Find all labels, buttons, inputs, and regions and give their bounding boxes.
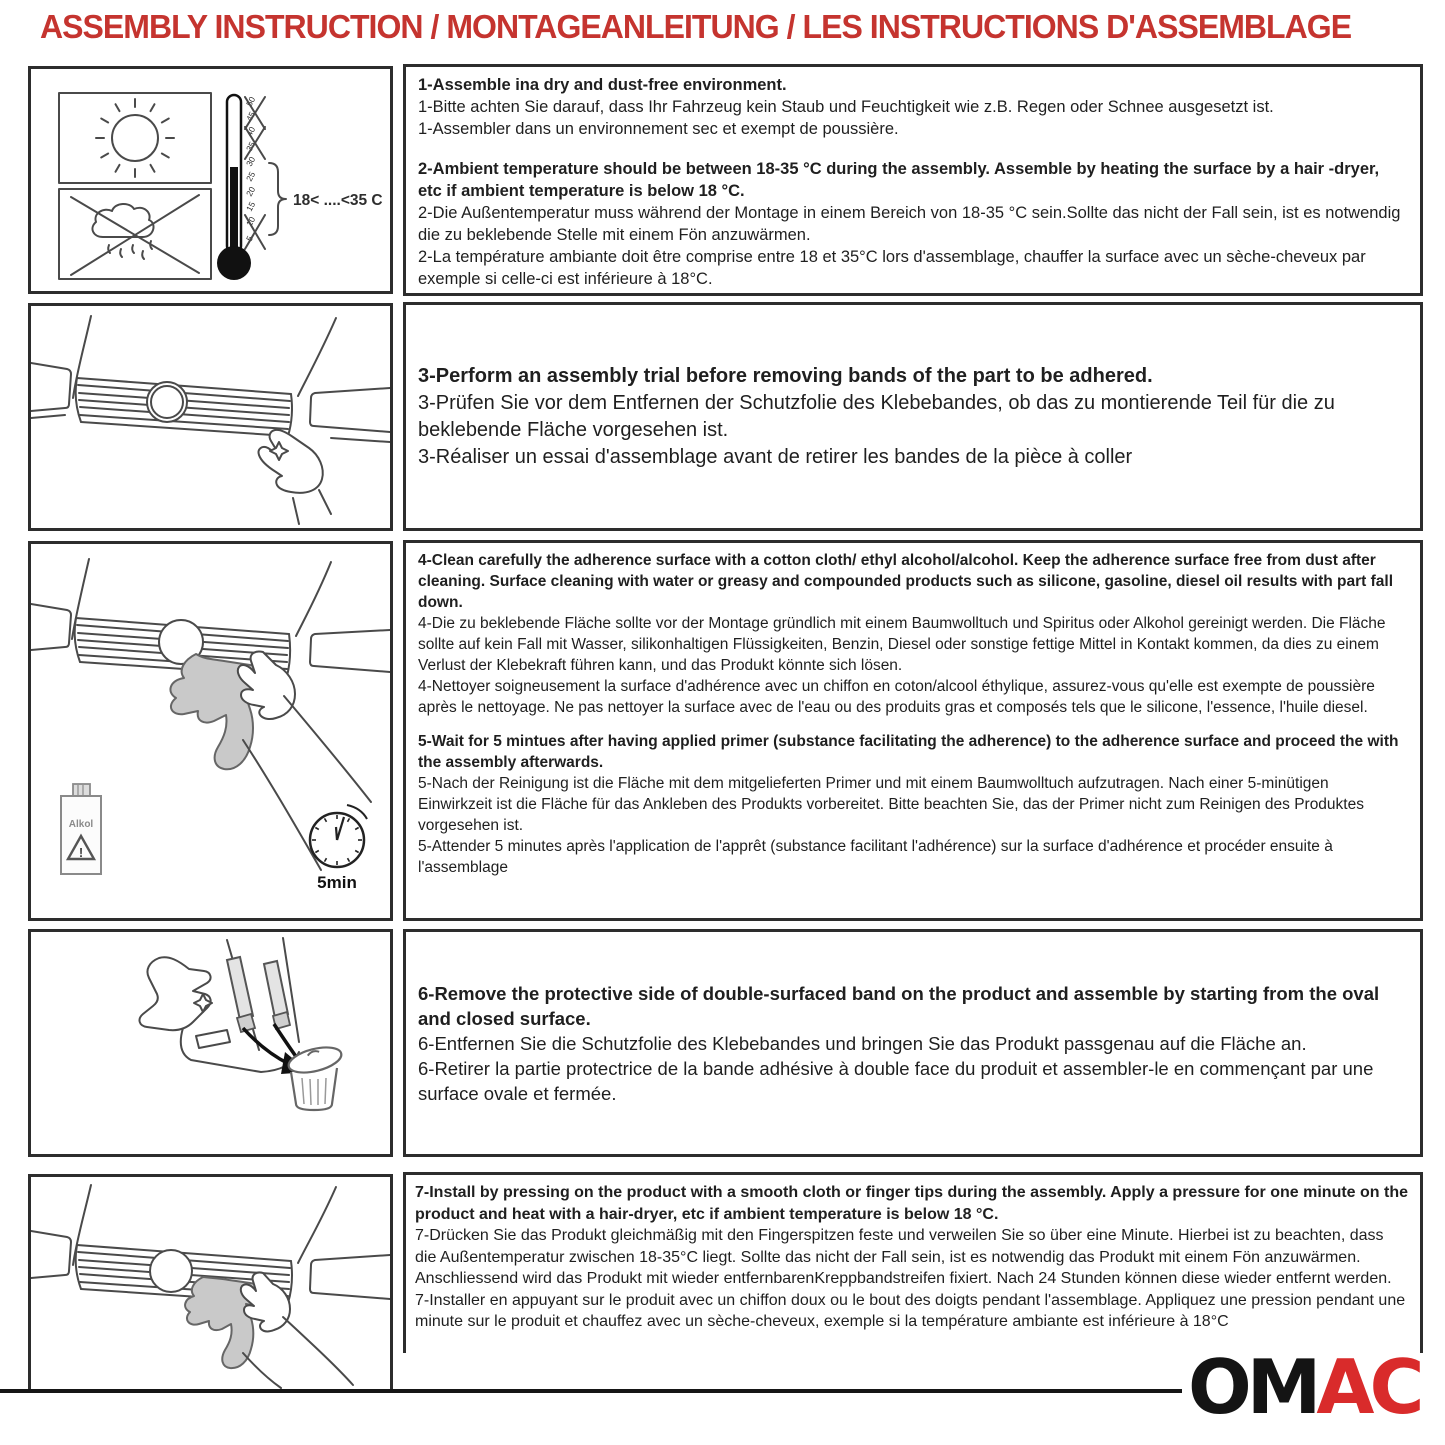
brace: [269, 163, 286, 235]
instruction-text-step1-2: [403, 64, 1423, 296]
thermometer-scale: [244, 95, 257, 243]
step-paragraph: 5-Wait for 5 mintues after having applied primer (substance facilitating the adherence) to the adherence surface and proceed the with the assembly afterwards.: [418, 733, 1399, 771]
pressing-hand: [185, 1272, 353, 1388]
step-paragraph: 7-Installer en appuyant sur le produit avec un chiffon doux ou le bout des doigts pendant l'assemblage. Appliquez une pression pendant une minute sur le produit et chauffez avec un sèche-cheveux, exemple si la température ambiante est inférieure à 18°C: [415, 1291, 1406, 1330]
grille-emblem: [147, 382, 187, 422]
press-product-illustration: [31, 1177, 390, 1390]
step-paragraph: 3-Perform an assembly trial before removing bands of the part to be adhered.: [418, 365, 1153, 387]
car-grille-cleaning-illustration: [31, 544, 390, 918]
hand-icon: [140, 957, 212, 1030]
step-paragraph: 2-Ambient temperature should be between 18-35 °C during the assembly. Assemble by heating the surface by a hair -dryer, etc if ambient temperature is below 18 °C.: [418, 160, 1380, 200]
environment-temperature-drawing: [31, 69, 390, 291]
svg-text:50: 50: [243, 94, 258, 108]
adhesive-strips: [227, 957, 290, 1032]
car-front-drawing: [31, 316, 390, 442]
svg-text:30: 30: [243, 154, 258, 168]
logo-text-red: AC: [1316, 1343, 1420, 1431]
step-paragraph: 6-Retirer la partie protectrice de la bande adhésive à double face du produit et assembler-le en commençant par une surface ovale et fermée.: [418, 1058, 1374, 1104]
arm-line: [284, 696, 371, 802]
svg-text:10: 10: [243, 214, 258, 228]
svg-text:25: 25: [243, 169, 258, 183]
step-paragraph: 6-Remove the protective side of double-surfaced band on the product and assemble by starting from the oval and closed surface.: [418, 983, 1380, 1029]
car-grille-hand-illustration: [31, 306, 390, 528]
svg-text:35: 35: [243, 139, 258, 153]
step-paragraph: 5-Nach der Reinigung ist die Fläche mit dem mitgelieferten Primer und mit einem Baumwolltuch aufzutragen. Nach einer 5-minütigen Einwirkzeit ist die Fläche für das Ankleben des Produkts vorbereitet. Bitte beachten Sie, das der Primer nicht zum Reinigen des Produktes vorgesehen ist.: [418, 775, 1364, 834]
svg-text:45: 45: [243, 109, 258, 123]
clock-icon: [310, 805, 367, 892]
step-paragraph: 4-Clean carefully the adherence surface with a cotton cloth/ ethyl alcohol/alcohol. Keep the adherence surface free from dust after cleaning. Surface cleaning with water or greasy and compounded products such as silicone, gasoline, diesel oil results with part fall down.: [418, 552, 1394, 611]
warning-exclamation: !: [78, 845, 84, 860]
step-paragraph: 2-La température ambiante doit être comprise entre 18 et 35°C lors d'assemblage, chauffer la surface avec un sèche-cheveux par exemple si celle-ci est inférieure à 18°C.: [418, 248, 1366, 288]
logo-text-black: OM: [1188, 1343, 1317, 1431]
svg-text:5: 5: [243, 234, 255, 243]
footer-divider: [0, 1389, 1182, 1393]
step-paragraph: 1-Assemble ina dry and dust-free environment.: [418, 76, 787, 94]
illustration-assembly-trial: [28, 303, 393, 531]
step-paragraph: 6-Entfernen Sie die Schutzfolie des Klebebandes und bringen Sie das Produkt passgenau auf die Fläche an.: [418, 1033, 1307, 1054]
step-paragraph: 2-Die Außentemperatur muss während der Montage in einem Bereich von 18-35 °C sein.Sollte das nicht der Fall sein, ist es notwendig die zu beklebende Stelle mit einem Fön anzuwärmen.: [418, 204, 1401, 244]
instruction-text-step6: [403, 929, 1423, 1157]
hand-icon: [259, 430, 331, 524]
illustration-remove-band: [28, 929, 393, 1157]
alcohol-bottle-icon: [61, 784, 101, 874]
arm-line: [243, 740, 321, 870]
clock-duration-label: 5min: [317, 873, 357, 892]
illustration-environment-temperature: [28, 66, 393, 294]
page-title: ASSEMBLY INSTRUCTION / MONTAGEANLEITUNG / LES INSTRUCTIONS D'ASSEMBLAGE: [40, 8, 1352, 45]
step-paragraph: 3-Prüfen Sie vor dem Entfernen der Schutzfolie des Klebebandes, ob das zu montierende Teil für die zu beklebende Fläche vorgesehen ist.: [418, 392, 1335, 441]
grille-emblem: [150, 1250, 192, 1292]
svg-text:15: 15: [243, 199, 258, 213]
omac-logo: [1188, 1343, 1420, 1431]
alcohol-label: Alkol: [68, 819, 94, 830]
instruction-text-step4-5: [403, 540, 1423, 921]
temperature-range-label: 18< ....<35 C: [293, 192, 383, 209]
thermometer-icon: [217, 95, 383, 280]
step-paragraph: 1-Bitte achten Sie darauf, dass Ihr Fahrzeug kein Staub und Feuchtigkeit wie z.B. Regen oder Schnee ausgesetzt ist.: [418, 98, 1274, 116]
svg-text:20: 20: [243, 184, 258, 198]
arm-line: [243, 1353, 281, 1388]
step-paragraph: 7-Drücken Sie das Produkt gleichmäßig mit den Fingerspitzen feste und verweilen Sie so über eine Minute. Hierbei ist zu beachten, dass die Außentemperatur zwischen 18-35°C liegt. Sollte das nicht der Fall sein, ist es notwendig das Produkt mit einem Fön anzuwärmen. Anschliessend wird das Produkt mit wieder entfernbarenKreppbandstreifen fixiert. Nach 24 Stunden können diese wieder entfernt werden.: [415, 1227, 1392, 1287]
illustration-clean-surface: [28, 541, 393, 921]
step-paragraph: 1-Assembler dans un environnement sec et exempt de poussière.: [418, 120, 899, 138]
arm-line: [283, 1317, 353, 1385]
step-paragraph: 5-Attender 5 minutes après l'application de l'apprêt (substance facilitant l'adhérence) sur la surface d'adhérence et procéder ensuite à l'assemblage: [418, 838, 1333, 876]
paragraph-spacer: [418, 140, 1406, 158]
paragraph-spacer: [418, 718, 1406, 731]
instruction-text-step3: [403, 302, 1423, 531]
step-paragraph: 7-Install by pressing on the product with a smooth cloth or finger tips during the assembly. Apply a pressure for one minute on the product and heat with a hair-dryer, etc if ambient temperature is below 18 °C.: [415, 1184, 1408, 1223]
step-paragraph: 3-Réaliser un essai d'assemblage avant de retirer les bandes de la pièce à coller: [418, 446, 1133, 468]
step-paragraph: 4-Die zu beklebende Fläche sollte vor der Montage gründlich mit einem Baumwolltuch und Spiritus oder Alkohol gereinigt werden. Die Fläche sollte auf kein Fall mit Wasser, silikonhaltigen Flüssigkeiten, Benzin, Diesel oder sonstige fettige Mittel in Kontakt kommen, da dies zu einem Verlust der Klebekraft führen kann, und das Produkt könnte sich lösen.: [418, 615, 1386, 674]
step-paragraph: 4-Nettoyer soigneusement la surface d'adhérence avec un chiffon en coton/alcool éthylique, assurez-vous qu'elle est exempte de poussière après le nettoyage. Ne pas nettoyer la surface avec de l'eau ou des produits gras et composés tels que le silicone, l'essence, l'huile diesel.: [418, 678, 1375, 716]
svg-text:40: 40: [243, 124, 258, 138]
illustration-press-product: [28, 1174, 393, 1393]
peel-band-trash-illustration: [31, 932, 390, 1154]
